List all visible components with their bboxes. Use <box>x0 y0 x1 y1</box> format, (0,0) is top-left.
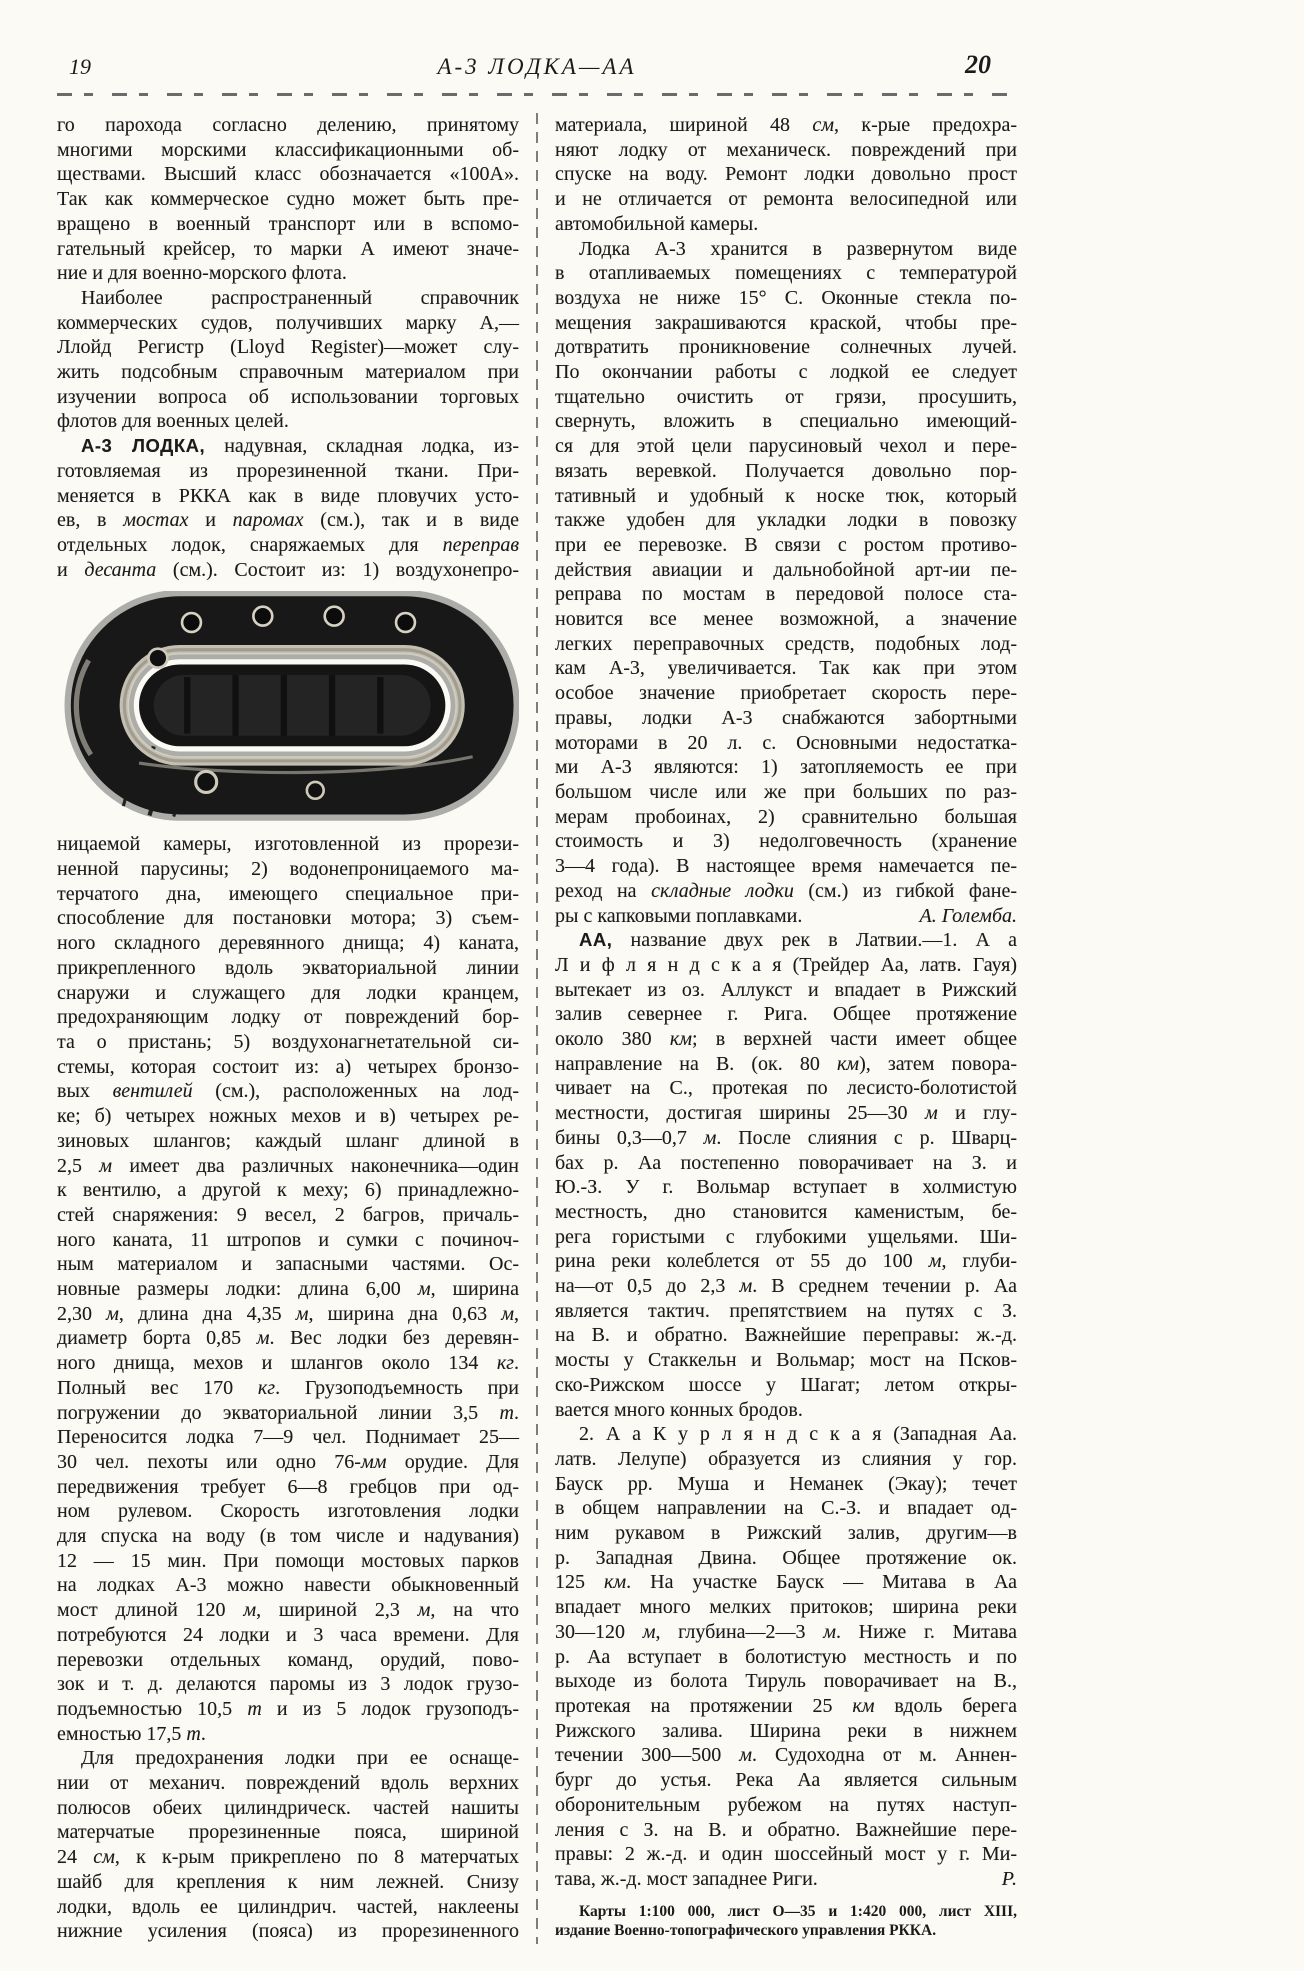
text-line: 12 — 15 мин. При помощи мостовых парков <box>57 1549 519 1572</box>
text-line: местности, достигая ширины 25—30 м и глу- <box>555 1102 1018 1125</box>
text-line: является тактич. препятствием на путях с З. <box>555 1299 1017 1322</box>
text-line: 2,30 м, длина дна 4,35 м, ширина дна 0,63 м, <box>57 1302 519 1325</box>
text-line: кам А-3, увеличивается. Так как при этом <box>555 657 1017 680</box>
text-line: новные размеры лодки: длина 6,00 м, ширина <box>57 1278 520 1301</box>
running-title: А-3 ЛОДКА—АА <box>437 54 637 79</box>
text-line: также удобен для укладки лодки в повозку <box>555 509 1017 532</box>
text-line: тщательно очистить от грязи, просушить, <box>555 385 1017 408</box>
text-line: легких переправочных средств, подобных лод- <box>555 632 1017 655</box>
text-line: ществами. Высший класс обозначается «100А». <box>57 163 519 186</box>
text-line: моторами в 20 л. с. Основными недостатка- <box>555 731 1017 754</box>
paragraph <box>57 113 519 286</box>
paragraph <box>57 286 519 434</box>
text-line: новится все менее возможной, а значение <box>555 608 1017 631</box>
paragraph <box>555 1422 1017 1867</box>
text-line: шайб для крепления к ним лежней. Снизу <box>57 1870 519 1893</box>
text-line: направление на В. (ок. 80 км), затем повора- <box>555 1052 1017 1075</box>
column-divider <box>536 113 538 1944</box>
text-line: реход на складные лодки (см.) из гибкой фане- <box>555 879 1017 902</box>
text-line: дотвратить проникновение солнечных лучей. <box>555 336 1017 359</box>
text-line: стоимость и 3) недолговечность (хранение <box>555 830 1017 853</box>
paragraph <box>555 928 1017 1422</box>
text-line: жить подсобным справочным материалом при <box>57 361 519 384</box>
text-line: мосты у Стаккельн и Вольмар; мост на Псков- <box>555 1349 1017 1372</box>
text-line: р. Западная Двина. Общее протяжение ок. <box>555 1546 1017 1569</box>
text-line: на—от 0,5 до 2,3 м. В среднем течении р. Аа <box>555 1275 1017 1298</box>
text-line: выходе из болота Тируль поворачивает на В., <box>555 1670 1017 1693</box>
text-line: оборонительным рубежом на путях наступ- <box>555 1793 1017 1816</box>
paragraph <box>57 832 519 1746</box>
text-line: ненной парусины; 2) водонепроницаемого ма- <box>57 858 519 881</box>
text-line: при ее перевозке. В связи с ростом противо- <box>555 533 1017 556</box>
text-line: 125 км. На участке Бауск — Митава в Аа <box>555 1571 1018 1594</box>
text-line: на лодках А-3 можно навести обыкновенный <box>57 1574 519 1597</box>
text-line: АА, название двух рек в Латвии.—1. А а <box>579 929 1017 952</box>
two-column-layout <box>57 113 1017 1944</box>
text-line: 24 см, к к-рым прикреплено по 8 матерчатых <box>57 1846 520 1869</box>
text-line: терчатого дна, имеющего специальное при- <box>57 882 519 905</box>
text-line: спуске на воду. Ремонт лодки довольно прост <box>555 163 1017 186</box>
text-line: материала, шириной 48 см, к-рые предохра- <box>555 114 1017 136</box>
text-line: Переносится лодка 7—9 чел. Поднимает 25— <box>57 1426 519 1449</box>
author-signature: А. Големба. <box>919 904 1017 927</box>
text-line: погружении до экваториальной линии 3,5 т. <box>57 1401 519 1424</box>
text-line: рега гористыми с глубокими ущельями. Ши- <box>555 1225 1017 1248</box>
text-line: особое значение приобретает скорость пере- <box>555 682 1017 705</box>
inflatable-boat-illustration <box>57 591 519 826</box>
text-line: тативный и удобный к носке тюк, который <box>555 484 1017 507</box>
text-line: латв. Лелупе) образуется из слияния у гор. <box>555 1447 1017 1470</box>
text-line: протекая на протяжении 25 км вдоль берега <box>555 1695 1017 1717</box>
text-line: подъемностью 10,5 т и из 5 лодок грузоподъ- <box>57 1697 519 1720</box>
text-line: потребуются 24 лодки и 3 часа времени. Для <box>57 1623 519 1646</box>
text-line: тава, ж.-д. мост западнее Риги. <box>555 1867 818 1890</box>
paragraph <box>57 434 519 582</box>
text-line: мещения закрашиваются краской, чтобы пре- <box>555 311 1017 334</box>
text-line: ного каната, 11 штропов и сумки с починоч- <box>57 1228 519 1251</box>
text-line: ке; б) четырех ножных мехов и в) четырех ре- <box>57 1105 519 1128</box>
text-line: в отапливаемых помещениях с температурой <box>555 262 1017 285</box>
text-line: коммерческих судов, получивших марку А,— <box>57 311 519 334</box>
author-signature: Р. <box>1001 1867 1017 1890</box>
text-line: залив севернее г. Рига. Общее протяжение <box>555 1003 1017 1026</box>
text-line: По окончании работы с лодкой ее следует <box>555 361 1017 384</box>
text-line: го парохода согласно делению, принятому <box>57 114 519 136</box>
text-line: Полный вес 170 кг. Грузоподъемность при <box>57 1376 519 1399</box>
left-column <box>57 113 519 1944</box>
text-line: большом числе или же при больших по раз- <box>555 780 1017 803</box>
text-line: ние и для военно-морского флота. <box>57 262 347 285</box>
boat-photo <box>57 591 519 826</box>
text-line: нижние усиления (пояса) из прорезиненного <box>57 1920 519 1943</box>
signature-line <box>555 1867 1017 1892</box>
text-line: р. Аа вступает в болотистую местность и по <box>555 1645 1017 1668</box>
text-line: и не отличается от ремонта велосипедной или <box>555 188 1017 211</box>
text-line: многими морскими классификационными об- <box>57 138 519 161</box>
text-line: предохраняющим лодку от повреждений бор- <box>57 1006 519 1029</box>
text-line: 30—120 м, глубина—2—3 м. Ниже г. Митава <box>555 1620 1017 1643</box>
text-line: флотов для военных целей. <box>57 410 289 433</box>
text-line: на В. и обратно. Важнейшие переправы: ж.-д. <box>555 1324 1017 1347</box>
text-line: гательный крейсер, то марки А имеют значе- <box>57 237 519 260</box>
paragraph <box>57 1746 519 1944</box>
text-line: мост длиной 120 м, шириной 2,3 м, на что <box>57 1599 519 1622</box>
text-line: бины 0,3—0,7 м. После слияния с р. Шварц- <box>555 1126 1017 1149</box>
text-line: мерам пробоинах, 2) сравнительно большая <box>555 805 1017 828</box>
text-line: к вентилю, а другой к меху; 6) принадлежно- <box>57 1179 519 1202</box>
text-line: та о пристань; 5) воздухонагнетательной си- <box>57 1030 519 1053</box>
text-line: ницаемой камеры, изготовленной из прорези- <box>57 833 519 856</box>
text-line: изучении вопроса об использовании торговых <box>57 385 519 408</box>
text-line: зок и т. д. делаются паромы из 3 лодок грузо- <box>57 1673 519 1696</box>
text-line: зиновых шлангов; каждый шланг длиной в <box>57 1129 519 1152</box>
text-line: бург до устья. Река Аа является сильным <box>555 1769 1017 1792</box>
text-line: ного складного деревянного днища; 4) каната, <box>57 932 519 955</box>
text-line: 2,5 м имеет два различных наконечника—один <box>57 1154 520 1177</box>
text-line: 30 чел. пехоты или одно 76-мм орудие. Для <box>57 1450 520 1473</box>
text-line: 3—4 года). В настоящее время намечается пе- <box>555 855 1017 878</box>
text-line: стей снаряжения: 9 весел, 2 багров, причаль- <box>57 1203 519 1226</box>
text-line: вых вентилей (см.), расположенных на лод- <box>57 1080 519 1103</box>
text-line: Л и ф л я н д с к а я (Трейдер Аа, латв. Гауя) <box>555 953 1017 976</box>
text-line: впадает много мелких притоков; ширина реки <box>555 1596 1017 1619</box>
text-line: правы, лодки А-3 снабжаются забортными <box>555 706 1017 729</box>
text-line: меняется в РККА как в виде пловучих усто- <box>57 484 519 507</box>
text-line: Для предохранения лодки при ее оснаще- <box>81 1747 519 1770</box>
paragraph <box>555 113 1017 237</box>
text-line: автомобильной камеры. <box>555 212 759 235</box>
page-number-left: 19 <box>69 54 91 79</box>
text-line: реправа по мостам в передовой полосе ста- <box>555 583 1017 606</box>
text-line: местность, дно становится каменистым, бе- <box>555 1200 1017 1223</box>
text-line: перевозки отдельных команд, орудий, пово- <box>57 1648 519 1671</box>
text-line: рина реки колеблется от 55 до 100 м, глуби- <box>555 1250 1017 1273</box>
right-column <box>555 113 1017 1944</box>
text-line: отдельных лодок, снаряжаемых для переправ <box>57 533 519 556</box>
text-line: правы: 2 ж.-д. и один шоссейный мост у г. Ми- <box>555 1843 1017 1866</box>
text-line: Карты 1:100 000, лист О—35 и 1:420 000, лист XIII, <box>579 1902 1017 1920</box>
text-line: ми А-3 являются: 1) затопляемость ее при <box>555 756 1017 779</box>
text-line: А-3 ЛОДКА, надувная, складная лодка, из- <box>81 435 519 458</box>
text-line: и десанта (см.). Состоит из: 1) воздухонепро- <box>57 558 519 581</box>
map-source-footnote <box>555 1902 1017 1941</box>
text-line: воздуха не ниже 15° С. Оконные стекла по- <box>555 286 1017 309</box>
text-line: Лодка А-3 хранится в развернутом виде <box>579 237 1017 260</box>
text-line: вращено в военный транспорт или в вспомо- <box>57 212 519 235</box>
text-line: 2. А а К у р л я н д с к а я (Западная Аа. <box>579 1423 1017 1446</box>
text-line: полюсов обеих цилиндрическ. частей нашиты <box>57 1796 519 1819</box>
text-line: бах р. Аа постепенно поворачивает на З. и <box>555 1151 1017 1174</box>
text-line: действия авиации и дальнобойной арт-ии пе- <box>555 558 1017 581</box>
text-line: течении 300—500 м. Судоходна от м. Аннен- <box>555 1744 1017 1767</box>
text-line: вается много конных бродов. <box>555 1398 803 1421</box>
text-line: Так как коммерческое судно может быть пре- <box>57 188 519 211</box>
text-line: няют лодку от механическ. повреждений при <box>555 138 1017 161</box>
text-line: диаметр борта 0,85 м. Вес лодки без деревян- <box>57 1327 520 1350</box>
text-line: ним рукавом в Рижский залив, другим—в <box>555 1522 1017 1545</box>
paragraph <box>555 237 1017 904</box>
text-line: ры с капковыми поплавками. <box>555 904 803 927</box>
page-number-right: 20 <box>965 50 991 79</box>
text-line: стемы, которая состоит из: а) четырех бронзо- <box>57 1055 519 1078</box>
text-line: свернуть, вложить в специально имеющий- <box>555 410 1017 433</box>
text-line: Ллойд Регистр (Lloyd Register)—может слу- <box>57 336 519 359</box>
text-line: чивает на С., протекая по лесисто-болотистой <box>555 1077 1017 1100</box>
text-line: ным материалом и запасными частями. Ос- <box>57 1253 519 1276</box>
signature-line <box>555 904 1017 929</box>
text-line: ления с З. на В. и обратно. Важнейшие пере- <box>555 1818 1017 1841</box>
header-rule <box>57 93 1017 96</box>
text-line: около 380 км; в верхней части имеет общее <box>555 1028 1017 1051</box>
text-line: ско-Рижском шоссе у Шагат; летом откры- <box>555 1373 1017 1396</box>
text-line: вытекает из оз. Аллукст и впадает в Рижский <box>555 978 1017 1001</box>
page-header <box>57 50 1017 88</box>
text-line: издание Военно-топографического управления РККА. <box>555 1922 937 1940</box>
text-line: нии от механич. повреждений вдоль верхних <box>57 1772 519 1795</box>
text-line: Ю.-З. У г. Вольмар вступает в холмистую <box>555 1176 1017 1199</box>
text-line: способление для постановки мотора; 3) съем- <box>57 907 519 930</box>
text-line: матерчатые прорезиненные пояса, шириной <box>57 1821 519 1844</box>
text-line: в общем направлении на С.-З. и впадает од- <box>555 1497 1017 1520</box>
text-line: для спуска на воду (в том числе и надувания) <box>57 1525 519 1548</box>
text-line: ся для этой цели парусиновый чехол и пере- <box>555 435 1017 458</box>
text-line: ном рулевом. Скорость изготовления лодки <box>57 1500 519 1523</box>
text-line: лодки, вдоль ее цилиндрич. частей, наклеены <box>57 1895 519 1918</box>
text-line: снаружи и служащего для лодки кранцем, <box>57 981 519 1004</box>
text-line: ев, в мостах и паромах (см.), так и в виде <box>57 509 520 532</box>
text-line: Рижского залива. Ширина реки в нижнем <box>555 1719 1017 1742</box>
text-line: Наиболее распространенный справочник <box>81 286 519 309</box>
text-line: Бауск рр. Муша и Неманек (Экау); течет <box>555 1472 1017 1495</box>
text-line: передвижения требует 6—8 гребцов при од- <box>57 1475 519 1498</box>
text-line: ного днища, мехов и шлангов около 134 кг. <box>57 1352 519 1375</box>
text-line: вязать веревкой. Получается довольно пор- <box>555 459 1017 482</box>
text-line: емностью 17,5 т. <box>57 1722 206 1745</box>
text-line: прикрепленного вдоль экваториальной линии <box>57 956 519 979</box>
text-line: готовляемая из прорезиненной ткани. При- <box>57 459 519 482</box>
